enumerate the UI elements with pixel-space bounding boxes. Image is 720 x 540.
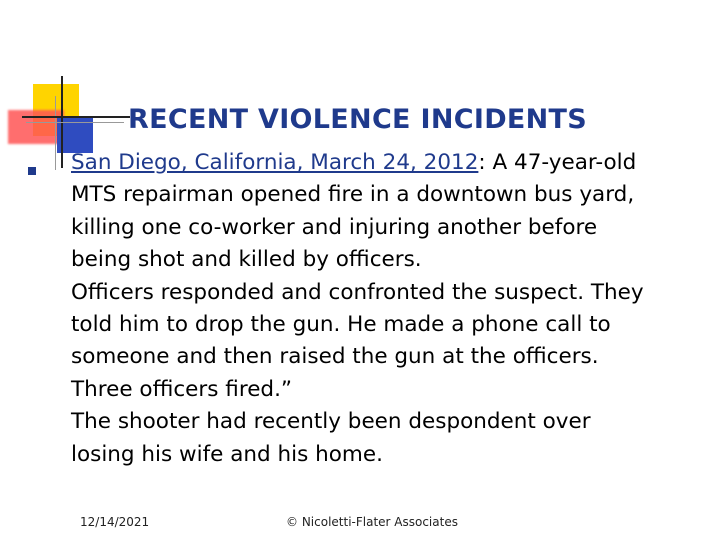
vertical-line-decoration-light [55,96,56,170]
body-line: someone and then raised the gun at the officers. [71,344,599,370]
bullet-square-icon [28,167,36,175]
body-line: killing one co-worker and injuring another before [71,214,598,240]
slide-title: RECENT VIOLENCE INCIDENTS [128,104,588,135]
horizontal-line-decoration [22,116,130,118]
body-line: being shot and killed by officers. [71,247,422,273]
body-line-text: : A 47-year-old [478,150,637,175]
body-line: told him to drop the gun. He made a phone call to [71,312,611,338]
body-line: The shooter had recently been despondent over [71,409,591,435]
body-line [71,147,701,179]
body-line: Officers responded and confronted the suspect. They [71,279,644,305]
incident-link[interactable]: San Diego, California, March 24, 2012 [71,150,479,175]
horizontal-line-decoration-light [26,122,124,123]
decorative-corner-graphic [0,0,130,170]
footer-date: 12/14/2021 [80,515,150,529]
body-line: losing his wife and his home. [71,441,383,467]
body-line: Three officers fired.” [71,376,293,402]
slide-body [71,147,701,471]
body-line: MTS repairman opened fire in a downtown bus yard, [71,182,635,208]
footer-copyright: © Nicoletti-Flater Associates [286,515,458,529]
